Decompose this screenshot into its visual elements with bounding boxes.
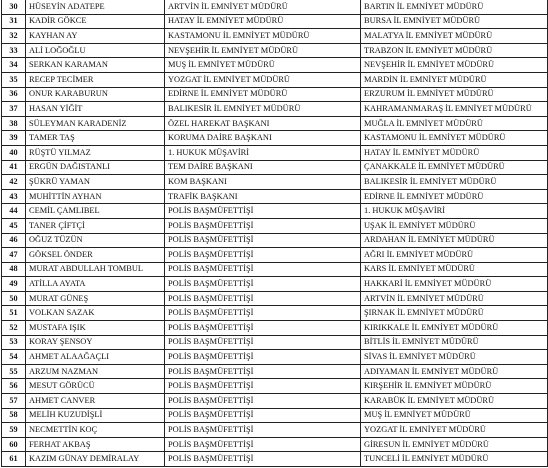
person-name: TANER ÇİFTÇİ <box>26 218 165 233</box>
row-number: 52 <box>2 321 26 336</box>
table-row <box>2 131 548 146</box>
appointment-table-body <box>2 0 548 467</box>
table-row <box>2 218 548 233</box>
new-position: ÇANAKKALE İL EMNİYET MÜDÜRÜ <box>361 160 548 175</box>
new-position: YOZGAT İL EMNİYET MÜDÜRÜ <box>361 423 548 438</box>
table-row <box>2 160 548 175</box>
person-name: MURAT ABDULLAH TOMBUL <box>26 262 165 277</box>
row-number: 51 <box>2 306 26 321</box>
table-row <box>2 14 548 29</box>
new-position: MARDİN İL EMNİYET MÜDÜRÜ <box>361 72 548 87</box>
person-name: MESUT GÖRÜCÜ <box>26 379 165 394</box>
row-number: 47 <box>2 248 26 263</box>
row-number: 53 <box>2 335 26 350</box>
row-number: 59 <box>2 423 26 438</box>
row-number: 49 <box>2 277 26 292</box>
current-position: POLİS BAŞMÜFETTİŞİ <box>165 394 361 409</box>
current-position: POLİS BAŞMÜFETTİŞİ <box>165 204 361 219</box>
new-position: HATAY İL EMNİYET MÜDÜRÜ <box>361 145 548 160</box>
row-number: 48 <box>2 262 26 277</box>
table-row <box>2 29 548 44</box>
new-position: KIRIKKALE İL EMNİYET MÜDÜRÜ <box>361 321 548 336</box>
current-position: MUŞ İL EMNİYET MÜDÜRÜ <box>165 58 361 73</box>
current-position: YOZGAT İL EMNİYET MÜDÜRÜ <box>165 72 361 87</box>
new-position: NEVŞEHİR İL EMNİYET MÜDÜRÜ <box>361 58 548 73</box>
table-row <box>2 189 548 204</box>
person-name: ATİLLA AYATA <box>26 277 165 292</box>
table-row <box>2 306 548 321</box>
row-number: 40 <box>2 145 26 160</box>
new-position: UŞAK İL EMNİYET MÜDÜRÜ <box>361 218 548 233</box>
person-name: HÜSEYİN ADATEPE <box>26 0 165 14</box>
table-row <box>2 116 548 131</box>
current-position: EDİRNE İL EMNİYET MÜDÜRÜ <box>165 87 361 102</box>
table-row <box>2 408 548 423</box>
current-position: KORUMA DAİRE BAŞKANI <box>165 131 361 146</box>
current-position: POLİS BAŞMÜFETTİŞİ <box>165 408 361 423</box>
row-number: 50 <box>2 291 26 306</box>
current-position: POLİS BAŞMÜFETTİŞİ <box>165 291 361 306</box>
new-position: 1. HUKUK MÜŞAVİRİ <box>361 204 548 219</box>
table-row <box>2 291 548 306</box>
table-row <box>2 335 548 350</box>
person-name: MUSTAFA IŞIK <box>26 321 165 336</box>
table-row <box>2 204 548 219</box>
table-row <box>2 423 548 438</box>
new-position: KARABÜK İL EMNİYET MÜDÜRÜ <box>361 394 548 409</box>
table-row <box>2 58 548 73</box>
person-name: TAMER TAŞ <box>26 131 165 146</box>
new-position: KIRŞEHİR İL EMNİYET MÜDÜRÜ <box>361 379 548 394</box>
current-position: BALIKESİR İL EMNİYET MÜDÜRÜ <box>165 102 361 117</box>
current-position: TRAFİK BAŞKANI <box>165 189 361 204</box>
current-position: POLİS BAŞMÜFETTİŞİ <box>165 437 361 452</box>
person-name: ARZUM NAZMAN <box>26 364 165 379</box>
person-name: MUHİTTİN AYHAN <box>26 189 165 204</box>
table-row <box>2 87 548 102</box>
new-position: BURSA İL EMNİYET MÜDÜRÜ <box>361 14 548 29</box>
new-position: MUŞ İL EMNİYET MÜDÜRÜ <box>361 408 548 423</box>
new-position: TUNCELİ İL EMNİYET MÜDÜRÜ <box>361 452 548 467</box>
current-position: POLİS BAŞMÜFETTİŞİ <box>165 277 361 292</box>
person-name: ALİ LOĞOĞLU <box>26 43 165 58</box>
person-name: RECEP TECİMER <box>26 72 165 87</box>
current-position: ÖZEL HAREKAT BAŞKANI <box>165 116 361 131</box>
new-position: MALATYA İL EMNİYET MÜDÜRÜ <box>361 29 548 44</box>
current-position: POLİS BAŞMÜFETTİŞİ <box>165 233 361 248</box>
row-number: 60 <box>2 437 26 452</box>
person-name: AHMET ALAAĞAÇLI <box>26 350 165 365</box>
row-number: 32 <box>2 29 26 44</box>
row-number: 43 <box>2 189 26 204</box>
row-number: 45 <box>2 218 26 233</box>
row-number: 33 <box>2 43 26 58</box>
table-row <box>2 72 548 87</box>
new-position: EDİRNE İL EMNİYET MÜDÜRÜ <box>361 189 548 204</box>
table-row <box>2 277 548 292</box>
table-row <box>2 321 548 336</box>
current-position: POLİS BAŞMÜFETTİŞİ <box>165 306 361 321</box>
table-row <box>2 102 548 117</box>
table-row <box>2 233 548 248</box>
person-name: KADİR GÖKCE <box>26 14 165 29</box>
row-number: 35 <box>2 72 26 87</box>
person-name: GÖKSEL ÖNDER <box>26 248 165 263</box>
new-position: HAKKARİ İL EMNİYET MÜDÜRÜ <box>361 277 548 292</box>
person-name: HASAN YİĞİT <box>26 102 165 117</box>
person-name: KAZIM GÜNAY DEMİRALAY <box>26 452 165 467</box>
table-row <box>2 248 548 263</box>
current-position: POLİS BAŞMÜFETTİŞİ <box>165 321 361 336</box>
current-position: KOM BAŞKANI <box>165 175 361 190</box>
table-row <box>2 452 548 467</box>
new-position: BALIKESİR İL EMNİYET MÜDÜRÜ <box>361 175 548 190</box>
row-number: 58 <box>2 408 26 423</box>
current-position: 1. HUKUK MÜŞAVİRİ <box>165 145 361 160</box>
row-number: 56 <box>2 379 26 394</box>
row-number: 54 <box>2 350 26 365</box>
current-position: POLİS BAŞMÜFETTİŞİ <box>165 248 361 263</box>
new-position: KARS İL EMNİYET MÜDÜRÜ <box>361 262 548 277</box>
person-name: AHMET CANVER <box>26 394 165 409</box>
person-name: FERHAT AKBAŞ <box>26 437 165 452</box>
person-name: SÜLEYMAN KARADENİZ <box>26 116 165 131</box>
new-position: KAHRAMANMARAŞ İL EMNİYET MÜDÜRÜ <box>361 102 548 117</box>
person-name: ONUR KARABURUN <box>26 87 165 102</box>
table-row <box>2 262 548 277</box>
person-name: MELİH KUZUDİŞLİ <box>26 408 165 423</box>
current-position: POLİS BAŞMÜFETTİŞİ <box>165 423 361 438</box>
table-row <box>2 364 548 379</box>
row-number: 36 <box>2 87 26 102</box>
row-number: 46 <box>2 233 26 248</box>
row-number: 44 <box>2 204 26 219</box>
person-name: VOLKAN SAZAK <box>26 306 165 321</box>
row-number: 61 <box>2 452 26 467</box>
current-position: HATAY İL EMNİYET MÜDÜRÜ <box>165 14 361 29</box>
current-position: TEM DAİRE BAŞKANI <box>165 160 361 175</box>
row-number: 34 <box>2 58 26 73</box>
current-position: ARTVİN İL EMNİYET MÜDÜRÜ <box>165 0 361 14</box>
current-position: POLİS BAŞMÜFETTİŞİ <box>165 262 361 277</box>
person-name: MURAT GÜNEŞ <box>26 291 165 306</box>
new-position: BİTLİS İL EMNİYET MÜDÜRÜ <box>361 335 548 350</box>
new-position: ARDAHAN İL EMNİYET MÜDÜRÜ <box>361 233 548 248</box>
table-row <box>2 437 548 452</box>
new-position: TRABZON İL EMNİYET MÜDÜRÜ <box>361 43 548 58</box>
table-row <box>2 175 548 190</box>
table-row <box>2 43 548 58</box>
new-position: KASTAMONU İL EMNİYET MÜDÜRÜ <box>361 131 548 146</box>
table-row <box>2 145 548 160</box>
person-name: RÜŞTÜ YILMAZ <box>26 145 165 160</box>
current-position: POLİS BAŞMÜFETTİŞİ <box>165 218 361 233</box>
new-position: GİRESUN İL EMNİYET MÜDÜRÜ <box>361 437 548 452</box>
table-row <box>2 394 548 409</box>
person-name: ERGÜN DAĞISTANLI <box>26 160 165 175</box>
row-number: 31 <box>2 14 26 29</box>
current-position: POLİS BAŞMÜFETTİŞİ <box>165 452 361 467</box>
person-name: SERKAN KARAMAN <box>26 58 165 73</box>
row-number: 42 <box>2 175 26 190</box>
new-position: AĞRI İL EMNİYET MÜDÜRÜ <box>361 248 548 263</box>
table-row <box>2 350 548 365</box>
row-number: 30 <box>2 0 26 14</box>
new-position: ŞIRNAK İL EMNİYET MÜDÜRÜ <box>361 306 548 321</box>
current-position: POLİS BAŞMÜFETTİŞİ <box>165 364 361 379</box>
person-name: KAYHAN AY <box>26 29 165 44</box>
table-row <box>2 379 548 394</box>
row-number: 37 <box>2 102 26 117</box>
person-name: KORAY ŞENSOY <box>26 335 165 350</box>
row-number: 41 <box>2 160 26 175</box>
new-position: SİVAS İL EMNİYET MÜDÜRÜ <box>361 350 548 365</box>
current-position: POLİS BAŞMÜFETTİŞİ <box>165 350 361 365</box>
current-position: NEVŞEHİR İL EMNİYET MÜDÜRÜ <box>165 43 361 58</box>
person-name: NECMETTİN KOÇ <box>26 423 165 438</box>
row-number: 57 <box>2 394 26 409</box>
person-name: OĞUZ TÜZÜN <box>26 233 165 248</box>
row-number: 38 <box>2 116 26 131</box>
table-row <box>2 0 548 14</box>
new-position: BARTIN İL EMNİYET MÜDÜRÜ <box>361 0 548 14</box>
current-position: KASTAMONU İL EMNİYET MÜDÜRÜ <box>165 29 361 44</box>
row-number: 39 <box>2 131 26 146</box>
row-number: 55 <box>2 364 26 379</box>
new-position: ADIYAMAN İL EMNİYET MÜDÜRÜ <box>361 364 548 379</box>
new-position: MUĞLA İL EMNİYET MÜDÜRÜ <box>361 116 548 131</box>
current-position: POLİS BAŞMÜFETTİŞİ <box>165 335 361 350</box>
new-position: ERZURUM İL EMNİYET MÜDÜRÜ <box>361 87 548 102</box>
person-name: ŞÜKRÜ YAMAN <box>26 175 165 190</box>
current-position: POLİS BAŞMÜFETTİŞİ <box>165 379 361 394</box>
new-position: ARTVİN İL EMNİYET MÜDÜRÜ <box>361 291 548 306</box>
person-name: CEMİL ÇAMLIBEL <box>26 204 165 219</box>
appointment-table <box>1 0 548 467</box>
